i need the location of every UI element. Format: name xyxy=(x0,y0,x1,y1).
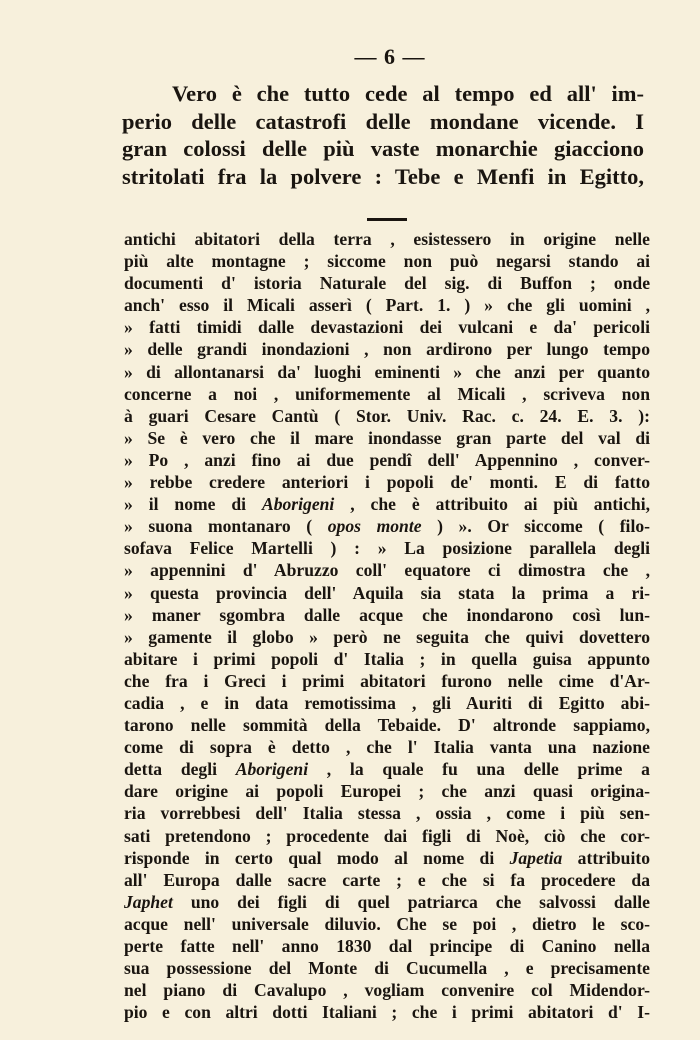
footnote-line: ria vorrebbesi dell' Italia stessa , ossia , come i più sen- xyxy=(124,803,650,824)
footnote-line: dare origine ai popoli Europei ; che anzi quasi origina- xyxy=(124,781,650,802)
footnote-line: cadia , e in data remotissima , gli Auriti di Egitto abi- xyxy=(124,692,650,713)
footnote-line: abitare i primi popoli d' Italia ; in quella guisa appunto xyxy=(124,648,650,669)
footnote-line: » suona montanaro ( opos monte ) ». Or siccome ( filo- xyxy=(124,516,650,537)
italic-term: Aborigeni xyxy=(235,759,309,780)
footnote-line: sua possessione del Monte di Cucumella , e precisamente xyxy=(124,958,650,979)
footnote-line: » questa provincia dell' Aquila sia stata la prima a ri- xyxy=(124,582,650,603)
footnote-text xyxy=(124,228,650,1023)
footnote-line: » appennini d' Abruzzo coll' equatore ci dimostra che , xyxy=(124,560,650,581)
footnote-line: » maner sgombra dalle acque che inondarono così lun- xyxy=(124,604,650,625)
italic-term: Aborigeni xyxy=(261,494,335,515)
italic-term: Japetia xyxy=(509,847,563,868)
italic-term: Japhet xyxy=(124,891,173,912)
footnote-line: che fra i Greci i primi abitatori furono nelle cime d'Ar- xyxy=(124,670,650,691)
main-text xyxy=(122,80,644,190)
main-text-line: gran colossi delle più vaste monarchie giacciono xyxy=(122,136,644,161)
footnote-line: più alte montagne ; siccome non può negarsi stando ai xyxy=(124,251,650,272)
footnote-line: tarono nelle sommità della Tebaide. D' altronde sappiamo, xyxy=(124,715,650,736)
footnote-line: » Po , anzi fino ai due pendî dell' Appennino , conver- xyxy=(124,449,650,470)
footnote-line: antichi abitatori della terra , esistessero in origine nelle xyxy=(124,229,650,249)
footnote-line: risponde in certo qual modo al nome di Japetia attribuito xyxy=(124,847,650,868)
footnote-separator-rule xyxy=(367,218,407,221)
footnote-line: documenti d' istoria Naturale del sig. di Buffon ; onde xyxy=(124,273,650,294)
footnote-line: detta degli Aborigeni , la quale fu una delle prime a xyxy=(124,759,650,780)
italic-term: opos monte xyxy=(327,516,422,537)
footnote-line: nel piano di Cavalupo , vogliam convenire col Midendor- xyxy=(124,980,650,1001)
main-text-line: perio delle catastrofi delle mondane vicende. I xyxy=(122,108,644,134)
main-text-line: stritolati fra la polvere : Tebe e Menfi in Egitto, xyxy=(122,163,644,189)
footnote-line: acque nell' universale diluvio. Che se poi , dietro le sco- xyxy=(124,913,650,934)
footnote-line: » di allontanarsi da' luoghi eminenti » che anzi per quanto xyxy=(124,361,650,382)
footnote-line: à guari Cesare Cantù ( Stor. Univ. Rac. c. 24. E. 3. ): xyxy=(124,405,650,426)
footnote-line: sofava Felice Martelli ) : » La posizione parallela degli xyxy=(124,538,650,559)
footnote-line: all' Europa dalle sacre carte ; e che si fa procedere da xyxy=(124,869,650,890)
footnote-line: perte fatte nell' anno 1830 dal principe di Canino nella xyxy=(124,936,650,956)
footnote-line: pio e con altri dotti Italiani ; che i primi abitatori d' I- xyxy=(124,1002,650,1023)
footnote-line: » gamente il globo » però ne seguita che quivi dovettero xyxy=(124,626,650,647)
main-text-line: Vero è che tutto cede al tempo ed all' im- xyxy=(172,81,644,106)
footnote-line: » rebbe credere anteriori i popoli de' monti. E di fatto xyxy=(124,472,650,493)
footnote-line: anch' esso il Micali asserì ( Part. 1. ) » che gli uomini , xyxy=(124,295,650,316)
footnote-line: » il nome di Aborigeni , che è attribuito ai più antichi, xyxy=(124,494,651,515)
page-number: — 6 — xyxy=(354,44,426,69)
footnote-line: » delle grandi inondazioni , non ardirono per lungo tempo xyxy=(124,339,650,360)
footnote-line: concerne a noi , uniformemente al Micali , scriveva non xyxy=(124,383,650,404)
footnote-line: sati pretendono ; procedente dai figli di Noè, ciò che cor- xyxy=(124,825,650,846)
footnote-line: Japhet uno dei figli di quel patriarca che salvossi dalle xyxy=(124,891,650,912)
footnote-line: » Se è vero che il mare inondasse gran parte del val di xyxy=(124,427,650,448)
footnote-line: » fatti timidi dalle devastazioni dei vulcani e da' pericoli xyxy=(124,317,650,338)
footnote-line: come di sopra è detto , che l' Italia vanta una nazione xyxy=(124,737,650,758)
